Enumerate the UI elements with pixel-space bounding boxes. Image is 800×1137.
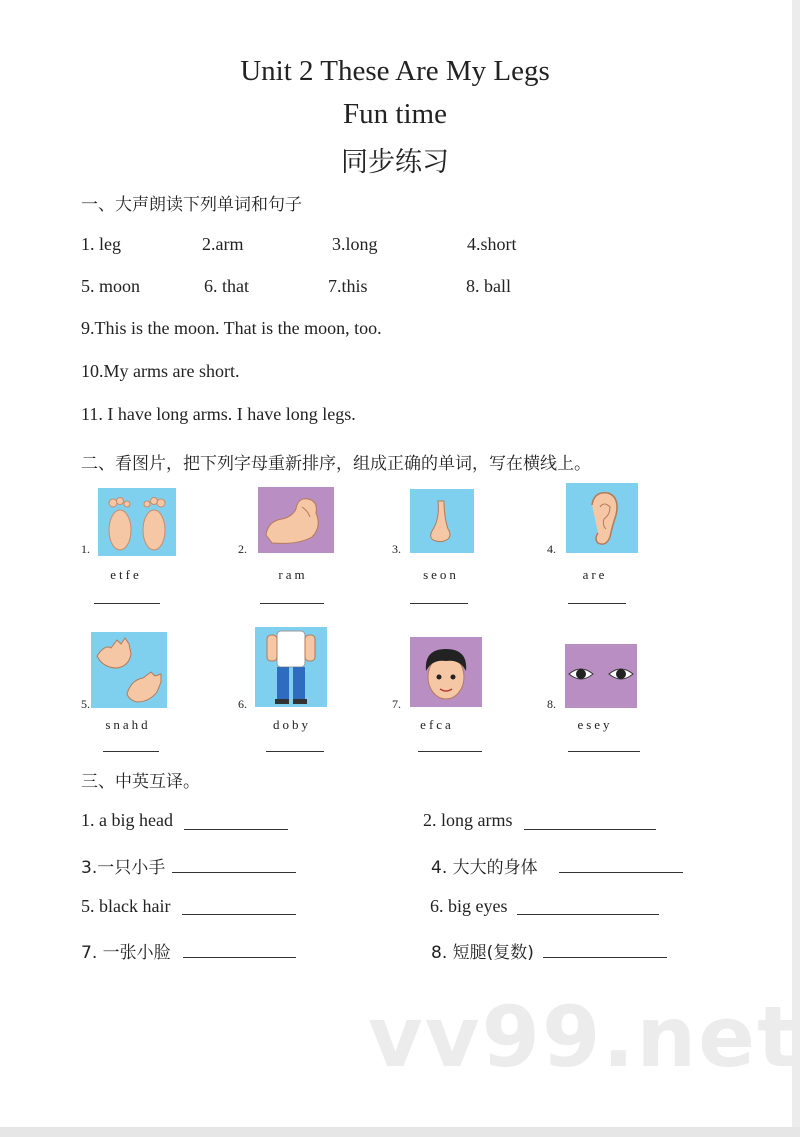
translate-item-4: 4. 大大的身体 [431,858,538,878]
item-number: 6. [238,697,247,711]
section3-heading: 三、中英互译。 [81,772,200,792]
word-4: 4.short [467,234,517,254]
word-6: 6. that [204,276,249,296]
scrambled-letters: doby [273,717,311,732]
answer-line[interactable] [543,957,667,958]
item-number: 8. [547,697,556,711]
answer-line[interactable] [182,914,296,915]
word-2: 2.arm [202,234,244,254]
answer-line[interactable] [559,872,683,873]
translate-item-2: 2. long arms [423,810,513,830]
answer-line[interactable] [103,751,159,752]
ear-icon [566,483,638,553]
watermark: vv99.net [368,988,800,1086]
answer-line[interactable] [172,872,296,873]
answer-line[interactable] [183,957,296,958]
scrambled-letters: esey [577,717,613,732]
page-title: Unit 2 These Are My Legs [240,55,550,87]
word-1: 1. leg [81,234,121,254]
word-7: 7.this [328,276,368,296]
translate-item-3: 3.一只小手 [81,858,166,878]
answer-line[interactable] [524,829,656,830]
page-subtitle: Fun time [343,98,447,130]
section2-heading: 二、看图片，把下列字母重新排序，组成正确的单词，写在横线上。 [81,454,591,474]
word-8: 8. ball [466,276,511,296]
scrambled-letters: ram [278,567,308,582]
page-edge-right [792,0,800,1137]
face-icon [410,637,482,707]
answer-line[interactable] [568,751,640,752]
feet-icon [98,488,176,556]
item-number: 4. [547,542,556,556]
word-5: 5. moon [81,276,141,296]
answer-line[interactable] [517,914,659,915]
arm-icon [258,487,334,553]
page-edge-bottom [0,1127,800,1137]
scrambled-letters: efca [420,717,454,732]
page-subtitle-cn: 同步练习 [341,147,449,178]
body-icon [255,627,327,707]
translate-item-5: 5. black hair [81,896,171,916]
word-3: 3.long [332,234,378,254]
answer-line[interactable] [568,603,626,604]
sentence-10: 10.My arms are short. [81,361,240,381]
answer-line[interactable] [94,603,160,604]
answer-line[interactable] [418,751,482,752]
scrambled-letters: are [582,567,608,582]
answer-line[interactable] [266,751,324,752]
translate-item-6: 6. big eyes [430,896,508,916]
answer-line[interactable] [260,603,324,604]
translate-item-7: 7. 一张小脸 [81,943,171,963]
nose-icon [410,489,474,553]
section1-heading: 一、大声朗读下列单词和句子 [81,195,302,215]
answer-line[interactable] [184,829,288,830]
item-number: 1. [81,542,90,556]
scrambled-letters: etfe [110,567,142,582]
scrambled-letters: seon [423,567,459,582]
scrambled-letters: snahd [105,717,151,732]
translate-item-1: 1. a big head [81,810,173,830]
item-number: 3. [392,542,401,556]
answer-line[interactable] [410,603,468,604]
sentence-9: 9.This is the moon. That is the moon, too. [81,318,382,338]
translate-item-8: 8. 短腿(复数) [431,943,534,963]
hands-icon [91,632,167,708]
sentence-11: 11. I have long arms. I have long legs. [81,404,356,424]
item-number: 7. [392,697,401,711]
item-number: 2. [238,542,247,556]
item-number: 5. [81,697,90,711]
eyes-icon [565,644,637,708]
